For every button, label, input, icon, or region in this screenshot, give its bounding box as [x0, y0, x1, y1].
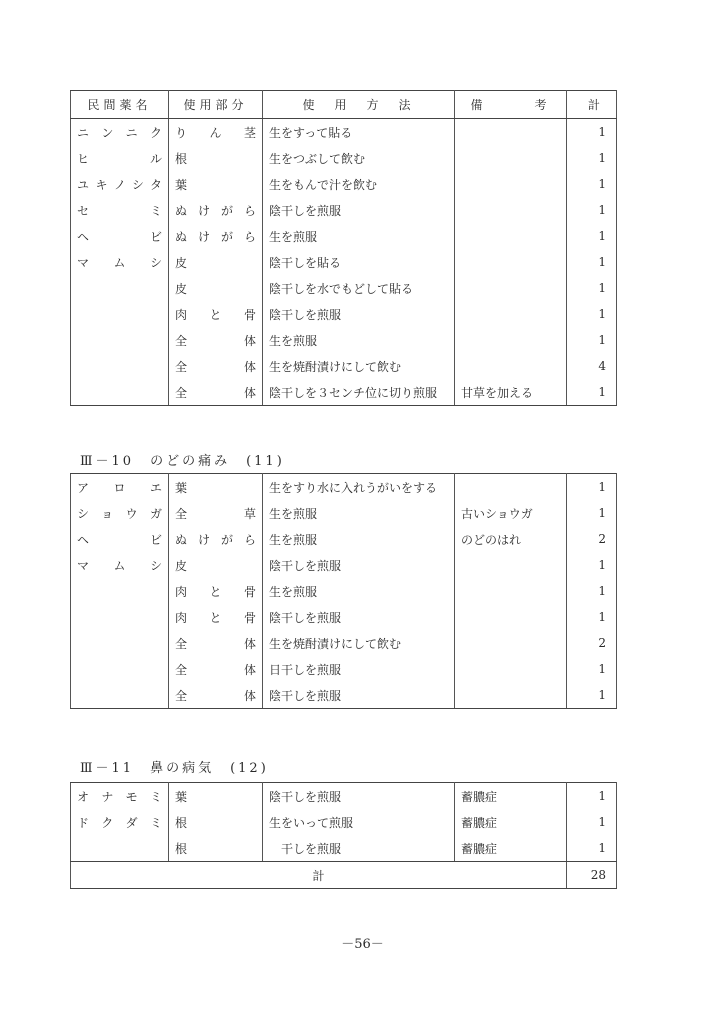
table-row: [71, 327, 617, 353]
remarks-cell: [455, 353, 567, 379]
medicine-name-cell: [71, 275, 169, 301]
count-cell: 1: [567, 578, 617, 604]
header-medicine-name: 民間薬名: [71, 91, 169, 119]
count-cell: 1: [567, 656, 617, 682]
count-cell: 1: [567, 171, 617, 197]
used-part-cell: 全体: [169, 630, 263, 656]
used-part-cell: ぬけがら: [169, 526, 263, 552]
medicine-name-cell: ア ロ エ: [71, 474, 169, 501]
medicine-name-cell: [71, 656, 169, 682]
used-part-cell: 全体: [169, 682, 263, 709]
used-part-cell: 肉と骨: [169, 604, 263, 630]
used-part-cell: 全体: [169, 353, 263, 379]
header-count: 計: [567, 91, 617, 119]
medicine-name-cell: ヒ ル: [71, 145, 169, 171]
count-cell: 1: [567, 809, 617, 835]
count-cell: 1: [567, 682, 617, 709]
remarks-cell: のどのはれ: [455, 526, 567, 552]
usage-method-cell: 生をすり水に入れうがいをする: [263, 474, 455, 501]
medicine-name-cell: ニ ン ニ ク: [71, 119, 169, 146]
table-row: [71, 682, 617, 709]
remarks-cell: [455, 119, 567, 146]
remarks-cell: [455, 604, 567, 630]
table-row: [71, 604, 617, 630]
used-part-cell: ぬけがら: [169, 197, 263, 223]
medicine-name-cell: [71, 353, 169, 379]
count-cell: 1: [567, 379, 617, 406]
used-part-cell: 皮: [169, 275, 263, 301]
header-usage-method: 使 用 方 法: [263, 91, 455, 119]
usage-method-cell: 陰干しを水でもどして貼る: [263, 275, 455, 301]
usage-method-cell: 陰干しを煎服: [263, 682, 455, 709]
remarks-cell: [455, 630, 567, 656]
section-title-throat: Ⅲ－10 のどの痛み (11): [80, 454, 285, 469]
remarks-cell: [455, 327, 567, 353]
used-part-cell: 全体: [169, 327, 263, 353]
usage-method-cell: 生をいって煎服: [263, 809, 455, 835]
count-cell: 2: [567, 526, 617, 552]
medicine-name-cell: [71, 327, 169, 353]
medicine-name-cell: マ ム シ: [71, 552, 169, 578]
usage-method-cell: 生を煎服: [263, 327, 455, 353]
remarks-cell: [455, 474, 567, 501]
count-cell: 1: [567, 783, 617, 810]
remarks-cell: 古いショウガ: [455, 500, 567, 526]
count-cell: 1: [567, 119, 617, 146]
usage-method-cell: 干しを煎服: [263, 835, 455, 862]
medicine-name-cell: オナモミ: [71, 783, 169, 810]
table-row: [71, 353, 617, 379]
table-row: [71, 379, 617, 406]
table-row: [71, 474, 617, 501]
count-cell: 1: [567, 500, 617, 526]
medicine-name-cell: [71, 682, 169, 709]
medicine-name-cell: [71, 835, 169, 862]
used-part-cell: 全体: [169, 656, 263, 682]
remarks-cell: [455, 301, 567, 327]
remarks-cell: [455, 552, 567, 578]
remarks-cell: [455, 197, 567, 223]
count-cell: 2: [567, 630, 617, 656]
used-part-cell: りん茎: [169, 119, 263, 146]
usage-method-cell: 生を煎服: [263, 223, 455, 249]
used-part-cell: 根: [169, 809, 263, 835]
used-part-cell: 全草: [169, 500, 263, 526]
table-header-row: [71, 91, 617, 119]
medicine-table-1: [70, 90, 617, 406]
medicine-name-cell: [71, 604, 169, 630]
table-row: [71, 500, 617, 526]
used-part-cell: ぬけがら: [169, 223, 263, 249]
count-cell: 1: [567, 604, 617, 630]
header-remarks: 備 考: [455, 91, 567, 119]
used-part-cell: 根: [169, 835, 263, 862]
medicine-table-2: [70, 473, 617, 709]
total-label: 計: [71, 862, 567, 889]
count-cell: 1: [567, 249, 617, 275]
remarks-cell: 甘草を加える: [455, 379, 567, 406]
total-value: 28: [567, 862, 617, 889]
used-part-cell: 葉: [169, 783, 263, 810]
usage-method-cell: 陰干しを煎服: [263, 604, 455, 630]
usage-method-cell: 生を煎服: [263, 500, 455, 526]
usage-method-cell: 生をすって貼る: [263, 119, 455, 146]
used-part-cell: 根: [169, 145, 263, 171]
count-cell: 1: [567, 327, 617, 353]
table-row: [71, 578, 617, 604]
used-part-cell: 肉と骨: [169, 578, 263, 604]
medicine-name-cell: ユキノシタ: [71, 171, 169, 197]
medicine-name-cell: [71, 379, 169, 406]
table-row: [71, 301, 617, 327]
usage-method-cell: 生をつぶして飲む: [263, 145, 455, 171]
medicine-name-cell: ドクダミ: [71, 809, 169, 835]
remarks-cell: [455, 249, 567, 275]
count-cell: 1: [567, 552, 617, 578]
usage-method-cell: 生を焼酎漬けにして飲む: [263, 353, 455, 379]
section-title-nose: Ⅲ－11 鼻の病気 (12): [80, 761, 269, 776]
table-row: [71, 197, 617, 223]
table-row: [71, 145, 617, 171]
usage-method-cell: 陰干しを貼る: [263, 249, 455, 275]
used-part-cell: 葉: [169, 474, 263, 501]
table-row: [71, 809, 617, 835]
used-part-cell: 全体: [169, 379, 263, 406]
table-row: [71, 656, 617, 682]
remarks-cell: [455, 171, 567, 197]
remarks-cell: [455, 275, 567, 301]
usage-method-cell: 生を煎服: [263, 578, 455, 604]
count-cell: 1: [567, 197, 617, 223]
page-number: －56－: [341, 937, 384, 952]
remarks-cell: [455, 145, 567, 171]
table-row: [71, 552, 617, 578]
total-row: [71, 862, 617, 889]
count-cell: 1: [567, 301, 617, 327]
count-cell: 1: [567, 275, 617, 301]
medicine-name-cell: ヘ ビ: [71, 526, 169, 552]
table-row: [71, 783, 617, 810]
medicine-name-cell: マ ム シ: [71, 249, 169, 275]
medicine-name-cell: セ ミ: [71, 197, 169, 223]
table-row: [71, 171, 617, 197]
used-part-cell: 皮: [169, 552, 263, 578]
remarks-cell: [455, 578, 567, 604]
count-cell: 1: [567, 835, 617, 862]
used-part-cell: 葉: [169, 171, 263, 197]
medicine-table-3: [70, 782, 617, 889]
usage-method-cell: 生を煎服: [263, 526, 455, 552]
usage-method-cell: 陰干しを煎服: [263, 301, 455, 327]
count-cell: 4: [567, 353, 617, 379]
usage-method-cell: 陰干しを煎服: [263, 197, 455, 223]
table-row: [71, 275, 617, 301]
count-cell: 1: [567, 223, 617, 249]
remarks-cell: 蓄膿症: [455, 835, 567, 862]
usage-method-cell: 陰干しを煎服: [263, 783, 455, 810]
used-part-cell: 肉と骨: [169, 301, 263, 327]
medicine-name-cell: ヘ ビ: [71, 223, 169, 249]
used-part-cell: 皮: [169, 249, 263, 275]
medicine-name-cell: [71, 301, 169, 327]
medicine-name-cell: [71, 578, 169, 604]
remarks-cell: [455, 656, 567, 682]
remarks-cell: [455, 682, 567, 709]
remarks-cell: 蓄膿症: [455, 809, 567, 835]
table-row: [71, 526, 617, 552]
usage-method-cell: 日干しを煎服: [263, 656, 455, 682]
header-used-part: 使用部分: [169, 91, 263, 119]
count-cell: 1: [567, 474, 617, 501]
remarks-cell: 蓄膿症: [455, 783, 567, 810]
remarks-cell: [455, 223, 567, 249]
usage-method-cell: 陰干しを３センチ位に切り煎服: [263, 379, 455, 406]
usage-method-cell: 陰干しを煎服: [263, 552, 455, 578]
medicine-name-cell: ショウガ: [71, 500, 169, 526]
table-row: [71, 119, 617, 146]
table-row: [71, 223, 617, 249]
usage-method-cell: 生を焼酎漬けにして飲む: [263, 630, 455, 656]
table-row: [71, 835, 617, 862]
count-cell: 1: [567, 145, 617, 171]
usage-method-cell: 生をもんで汁を飲む: [263, 171, 455, 197]
table-row: [71, 630, 617, 656]
medicine-name-cell: [71, 630, 169, 656]
table-row: [71, 249, 617, 275]
